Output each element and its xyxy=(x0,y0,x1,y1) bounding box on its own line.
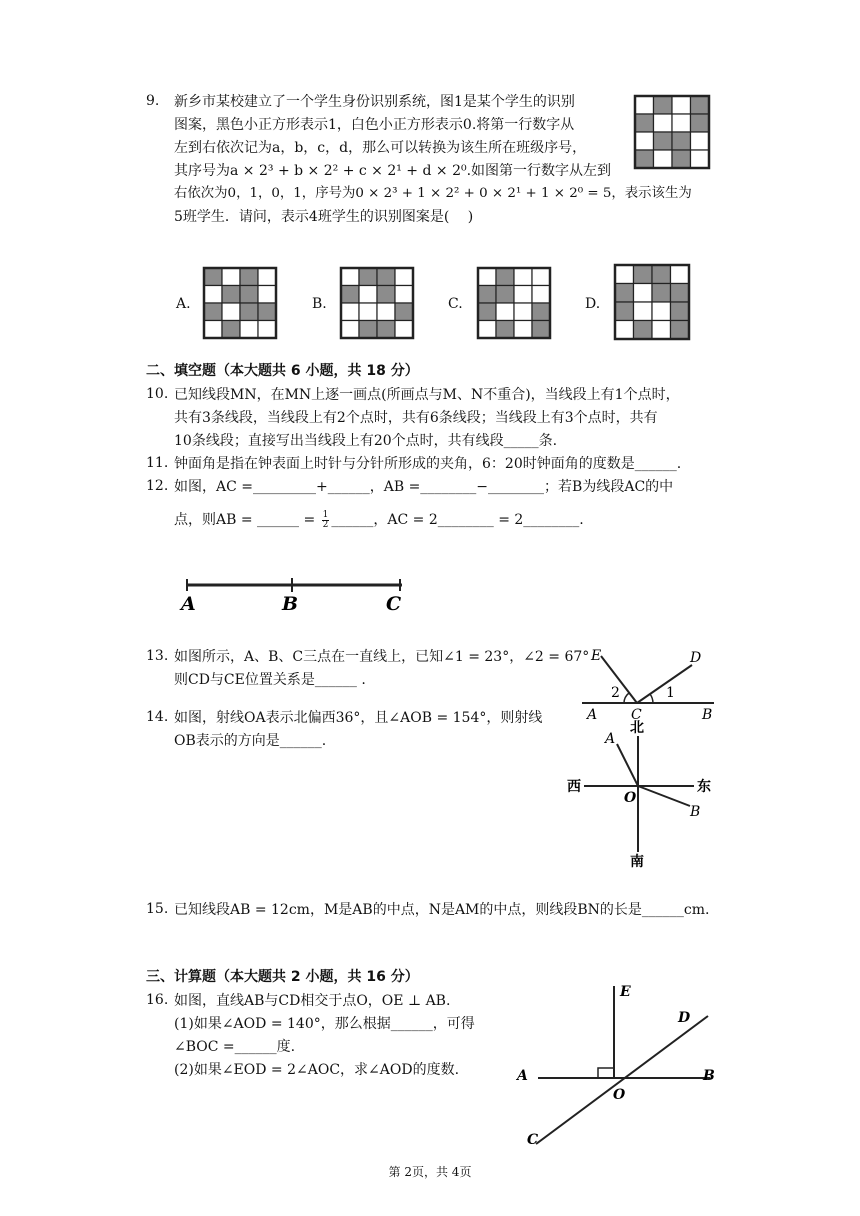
grid-cell-black xyxy=(341,286,359,304)
q9-line-2: 图案，黑色小正方形表示1，白色小正方形表示0.将第一行数字从 xyxy=(174,117,575,133)
grid-cell-black xyxy=(496,268,514,286)
grid-cell-black xyxy=(672,132,691,150)
grid-cell-white xyxy=(671,265,690,284)
q14-number: 14. xyxy=(146,709,169,725)
grid-cell-black xyxy=(377,321,395,339)
q10-line-2: 共有3条线段，当线段上有2个点时，共有6条线段；当线段上有3个点时，共有 xyxy=(174,410,658,426)
label-b: B xyxy=(702,707,713,723)
grid-cell-white xyxy=(634,284,653,303)
grid-cell-white xyxy=(654,114,673,132)
grid-cell-white xyxy=(204,321,222,339)
grid-cell-white xyxy=(691,132,710,150)
grid-cell-black xyxy=(635,150,654,168)
angle-1-arc xyxy=(650,694,653,703)
grid-cell-white xyxy=(341,303,359,321)
grid-cell-black xyxy=(532,303,550,321)
grid-cell-black xyxy=(240,303,258,321)
grid-cell-black xyxy=(222,321,240,339)
q9-line-3: 左到右依次记为a，b，c，d，那么可以转换为该生所在班级序号， xyxy=(174,140,587,156)
label-e: E xyxy=(591,648,602,664)
label-o: O xyxy=(613,1087,626,1103)
option-c-grid[interactable] xyxy=(476,266,552,340)
grid-cell-white xyxy=(514,286,532,304)
grid-cell-white xyxy=(672,114,691,132)
grid-cell-black xyxy=(377,286,395,304)
q9-number: 9. xyxy=(146,93,160,109)
grid-cell-black xyxy=(359,268,377,286)
grid-cell-black xyxy=(635,114,654,132)
grid-cell-white xyxy=(478,268,496,286)
grid-cell-white xyxy=(532,286,550,304)
option-a-label: A. xyxy=(176,296,191,312)
point-a-label: A xyxy=(181,593,196,615)
label-west: 西 xyxy=(567,779,581,795)
q10-line-3: 10条线段；直接写出当线段上有20个点时，共有线段_____条. xyxy=(174,433,558,449)
grid-cell-white xyxy=(222,303,240,321)
q9-line-6: 5班学生．请问，表示4班学生的识别图案是( ) xyxy=(174,209,474,225)
grid-cell-white xyxy=(514,268,532,286)
q16-line-1: 如图，直线AB与CD相交于点O，OE ⊥ AB. xyxy=(174,993,451,1009)
grid-cell-white xyxy=(615,321,634,340)
grid-cell-white xyxy=(359,303,377,321)
grid-cell-black xyxy=(395,303,413,321)
q14-line-1: 如图，射线OA表示北偏西36°，且∠AOB = 154°，则射线 xyxy=(174,710,543,726)
grid-cell-black xyxy=(652,284,671,303)
q14-compass-figure xyxy=(562,716,722,868)
label-c: C xyxy=(631,707,642,723)
grid-cell-white xyxy=(654,150,673,168)
q12-frac-denominator: 2 xyxy=(322,519,329,530)
q16-number: 16. xyxy=(146,992,169,1008)
label-a: A xyxy=(587,707,598,723)
q13-number: 13. xyxy=(146,648,169,664)
grid-cell-black xyxy=(258,303,276,321)
grid-cell-white xyxy=(222,268,240,286)
grid-cell-black xyxy=(240,268,258,286)
grid-cell-white xyxy=(395,321,413,339)
q9-line-5: 右依次为0，1，0，1，序号为0 × 2³ + 1 × 2² + 0 × 2¹ + 1 × 2⁰ = 5，表示该生为 xyxy=(174,186,692,201)
grid-cell-white xyxy=(258,321,276,339)
q16-line-4: (2)如果∠EOD = 2∠AOC，求∠AOD的度数. xyxy=(174,1062,460,1078)
label-d: D xyxy=(690,650,702,666)
section-3-title: 三、计算题（本大题共 2 小题，共 16 分） xyxy=(146,969,419,985)
grid-cell-white xyxy=(478,321,496,339)
grid-cell-black xyxy=(615,284,634,303)
q12-line-1: 如图，AC =_________+______，AB =________−________；若B为线段AC的中 xyxy=(174,479,674,495)
grid-cell-black xyxy=(671,284,690,303)
q12-line-2a: 点，则AB = ______ = xyxy=(174,512,320,528)
q15-line-1: 已知线段AB = 12cm，M是AB的中点，N是AM的中点，则线段BN的长是______cm. xyxy=(174,902,710,918)
option-d-label: D. xyxy=(585,296,601,312)
grid-cell-white xyxy=(615,265,634,284)
point-c-label: C xyxy=(386,593,402,615)
label-angle-1: 1 xyxy=(666,685,675,701)
grid-cell-black xyxy=(496,286,514,304)
q13-line-2: 则CD与CE位置关系是______ . xyxy=(174,672,366,688)
option-d-grid[interactable] xyxy=(613,263,691,341)
grid-cell-white xyxy=(204,286,222,304)
line-cd xyxy=(536,1016,708,1144)
ray-cd xyxy=(637,665,692,703)
grid-cell-white xyxy=(359,286,377,304)
label-b: B xyxy=(703,1068,715,1084)
label-d: D xyxy=(678,1010,691,1026)
label-angle-2: 2 xyxy=(611,685,620,701)
section-2-title: 二、填空题（本大题共 6 小题，共 18 分） xyxy=(146,363,419,379)
q9-figure1-grid xyxy=(633,94,711,170)
grid-cell-white xyxy=(514,303,532,321)
q11-line-1: 钟面角是指在钟表面上时针与分针所形成的夹角，6：20时钟面角的度数是______. xyxy=(174,456,682,472)
grid-cell-black xyxy=(204,303,222,321)
q15-number: 15. xyxy=(146,901,169,917)
grid-cell-white xyxy=(258,286,276,304)
label-a: A xyxy=(517,1068,528,1084)
label-c: C xyxy=(527,1132,539,1148)
q9-line-1: 新乡市某校建立了一个学生身份识别系统，图1是某个学生的识别 xyxy=(174,94,575,110)
grid-cell-black xyxy=(204,268,222,286)
q13-line-1: 如图所示，A、B、C三点在一直线上，已知∠1 = 23°，∠2 = 67° xyxy=(174,649,590,665)
grid-cell-white xyxy=(635,96,654,114)
grid-cell-white xyxy=(634,302,653,321)
grid-cell-black xyxy=(671,321,690,340)
q16-lines-figure xyxy=(510,980,725,1150)
label-north: 北 xyxy=(630,720,644,736)
q10-line-1: 已知线段MN，在MN上逐一画点(所画点与M、N不重合)，当线段上有1个点时， xyxy=(174,387,680,403)
option-b-grid[interactable] xyxy=(339,266,415,340)
grid-cell-black xyxy=(654,96,673,114)
q9-line-4: 其序号为a × 2³ + b × 2² + c × 2¹ + d × 2⁰.如图第一行数字从左到 xyxy=(174,163,612,179)
grid-cell-white xyxy=(395,286,413,304)
grid-cell-white xyxy=(341,268,359,286)
label-b: B xyxy=(690,804,701,820)
grid-cell-white xyxy=(532,268,550,286)
right-angle-mark xyxy=(598,1068,614,1078)
grid-cell-black xyxy=(496,321,514,339)
q12-frac-numerator: 1 xyxy=(322,509,329,520)
grid-cell-black xyxy=(478,303,496,321)
grid-cell-white xyxy=(496,303,514,321)
q16-line-3: ∠BOC =______度. xyxy=(174,1039,296,1055)
grid-cell-black xyxy=(634,265,653,284)
option-a-grid[interactable] xyxy=(202,266,278,340)
grid-cell-white xyxy=(240,321,258,339)
grid-cell-white xyxy=(652,321,671,340)
grid-cell-black xyxy=(654,132,673,150)
q14-line-2: OB表示的方向是______. xyxy=(174,733,327,749)
q12-line-2b: ______，AC = 2________ = 2________. xyxy=(331,512,584,528)
label-e: E xyxy=(620,984,631,1000)
grid-cell-black xyxy=(691,96,710,114)
grid-cell-white xyxy=(377,303,395,321)
grid-cell-black xyxy=(672,150,691,168)
option-b-label: B. xyxy=(312,296,327,312)
q11-number: 11. xyxy=(146,455,169,471)
q10-number: 10. xyxy=(146,386,169,402)
grid-cell-black xyxy=(377,268,395,286)
grid-cell-black xyxy=(634,321,653,340)
grid-cell-white xyxy=(672,96,691,114)
page-footer: 第 2页，共 4页 xyxy=(388,1165,472,1179)
grid-cell-black xyxy=(359,321,377,339)
grid-cell-black xyxy=(532,321,550,339)
grid-cell-white xyxy=(652,302,671,321)
grid-cell-white xyxy=(395,268,413,286)
angle-2-arc xyxy=(624,693,629,703)
q16-line-2: (1)如果∠AOD = 140°，那么根据______，可得 xyxy=(174,1016,475,1032)
grid-cell-white xyxy=(341,321,359,339)
label-o: O xyxy=(624,790,637,806)
ray-ob xyxy=(638,786,690,806)
q12-number: 12. xyxy=(146,478,169,494)
q12-line-2 xyxy=(174,509,584,531)
option-c-label: C. xyxy=(448,296,463,312)
grid-cell-white xyxy=(514,321,532,339)
grid-cell-black xyxy=(671,302,690,321)
grid-cell-black xyxy=(240,286,258,304)
grid-cell-black xyxy=(691,114,710,132)
q13-angle-figure xyxy=(578,640,718,726)
label-south: 南 xyxy=(630,854,644,868)
grid-cell-white xyxy=(635,132,654,150)
q12-fraction xyxy=(322,511,330,530)
label-east: 东 xyxy=(697,779,711,795)
ray-oa xyxy=(617,744,638,786)
grid-cell-white xyxy=(691,150,710,168)
grid-cell-black xyxy=(652,265,671,284)
grid-cell-white xyxy=(258,268,276,286)
grid-cell-black xyxy=(615,302,634,321)
grid-cell-black xyxy=(478,286,496,304)
q12-segment-figure xyxy=(178,574,410,618)
label-a: A xyxy=(605,731,616,747)
point-b-label: B xyxy=(282,593,299,615)
grid-cell-black xyxy=(222,286,240,304)
